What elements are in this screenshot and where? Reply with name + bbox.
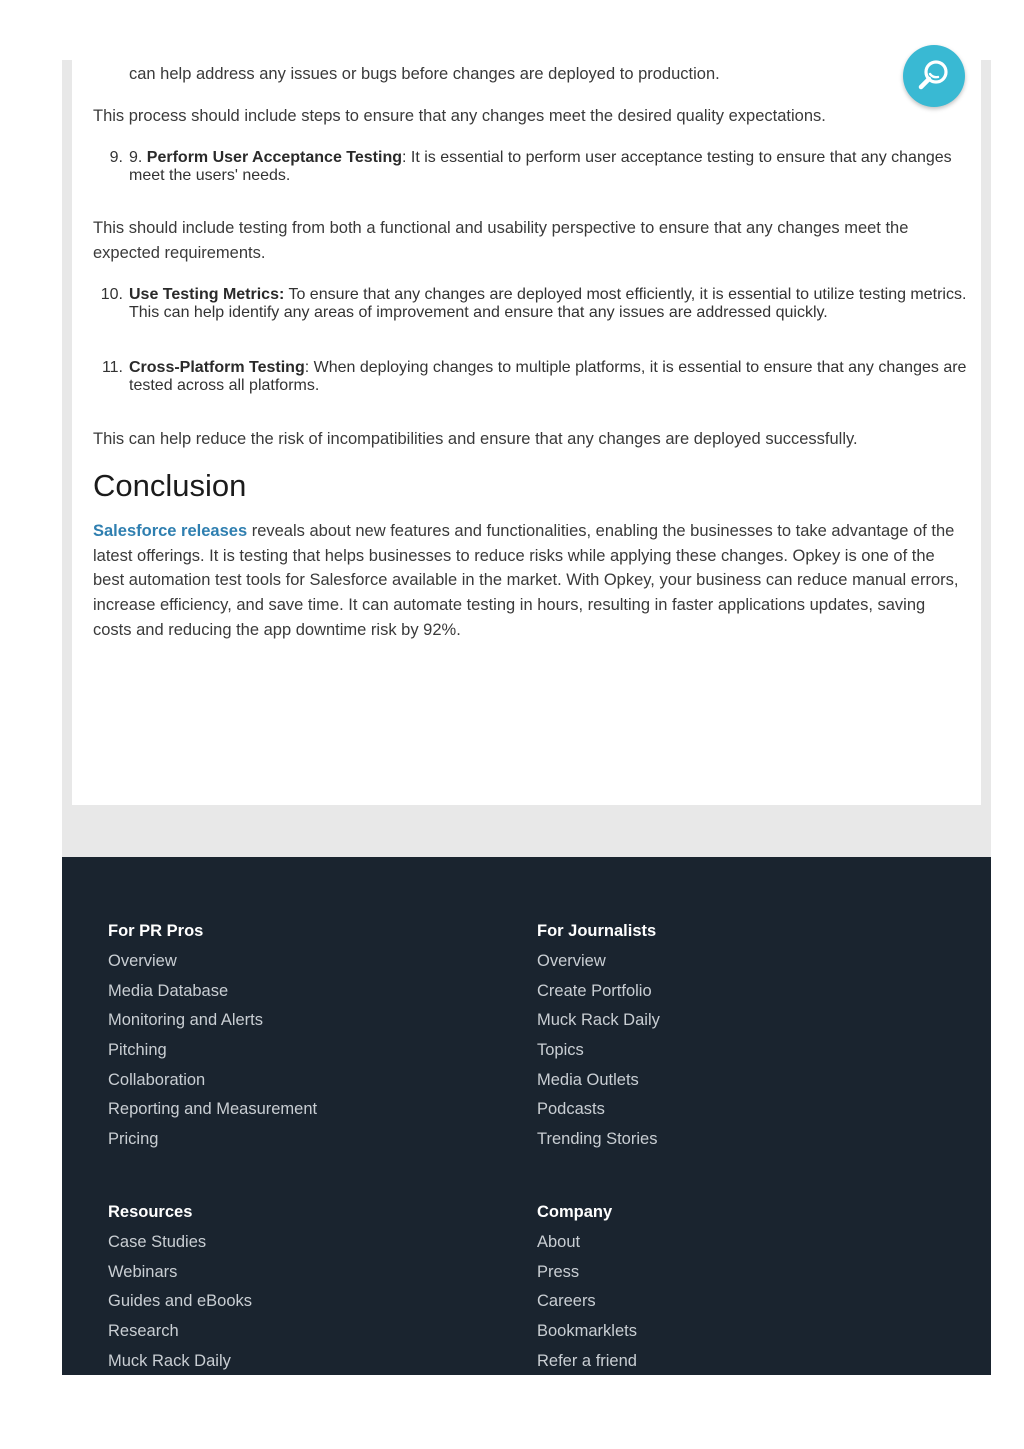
list-item-text: To ensure that any changes are deployed most efficiently, it is essential to utilize testing metrics. This can help identify any areas of improvement and ensure that any issues are addressed quickly. [129,286,967,321]
footer-link[interactable]: Reporting and Measurement [108,1100,318,1119]
list-number: 9. [109,149,123,166]
footer-link[interactable]: Pitching [108,1041,167,1060]
list-item-11 [101,359,969,395]
footer-link[interactable]: Press [537,1262,580,1281]
search-icon [916,58,952,94]
list-prefix: 9. [129,149,147,166]
footer-link[interactable]: Bookmarklets [537,1322,637,1341]
list-item-9 [109,149,969,185]
footer-link[interactable]: Overview [108,952,177,970]
conclusion-heading: Conclusion [93,468,247,503]
list-number: 10. [100,286,123,303]
footer-link[interactable]: Refer a friend [537,1351,637,1370]
footer-link[interactable]: Pricing [108,1130,159,1149]
footer-link[interactable]: About [537,1233,581,1251]
footer-link[interactable]: Overview [537,952,606,970]
footer-link[interactable]: Monitoring and Alerts [108,1011,264,1030]
salesforce-releases-link[interactable]: Salesforce releases [93,522,248,540]
list-number: 11. [101,359,123,376]
footer-link[interactable]: Muck Rack Daily [537,1011,660,1030]
footer-heading: Resources [108,1203,193,1221]
footer-link[interactable]: Podcasts [537,1100,605,1119]
list-item-text: : It is essential to perform user acceptance testing to ensure that any changes meet the users' needs. [129,149,952,184]
list-item-title: Perform User Acceptance Testing [146,149,402,166]
paragraph-testing: This should include testing from both a functional and usability perspective to ensure that any changes meet the expected requirements. [93,219,909,262]
list-item-8-continuation: can help address any issues or bugs before changes are deployed to production. [129,65,720,83]
footer-link[interactable]: Media Database [108,981,229,1000]
search-button[interactable] [903,45,965,107]
footer-heading: For PR Pros [108,922,204,940]
site-footer [62,857,991,1375]
footer-heading: Company [537,1203,613,1221]
footer-link[interactable]: Create Portfolio [537,981,652,1000]
footer-link[interactable]: Webinars [108,1262,178,1281]
footer-link[interactable]: Guides and eBooks [108,1292,253,1311]
footer-heading: For Journalists [537,922,657,940]
footer-link[interactable]: Trending Stories [537,1130,658,1149]
list-item-text: : When deploying changes to multiple platforms, it is essential to ensure that any changes are tested across all platforms. [129,359,967,394]
article-body [72,60,981,805]
footer-link[interactable]: Media Outlets [537,1070,639,1089]
list-item-title: Cross-Platform Testing [129,359,305,376]
footer-link[interactable]: Topics [537,1041,584,1060]
conclusion-paragraph [93,519,961,643]
footer-link[interactable]: Collaboration [108,1070,206,1089]
footer-link[interactable]: Case Studies [108,1233,207,1251]
conclusion-text: reveals about new features and functionalities, enabling the businesses to take advantage of the latest offerings. It is testing that helps businesses to reduce risks while applying these changes. Opkey is one of the best automation test tools for Salesforce available in the market. With Opkey, your business can reduce manual errors, increase efficiency, and save time. It can automate testing in hours, resulting in faster applications updates, saving costs and reducing the app downtime risk by 92%. [93,522,959,639]
footer-link[interactable]: Muck Rack Daily [108,1351,231,1370]
footer-column-pr-pros [108,921,317,1159]
paragraph-risk: This can help reduce the risk of incompatibilities and ensure that any changes are deployed successfully. [93,430,858,448]
paragraph-quality: This process should include steps to ensure that any changes meet the desired quality expectations. [93,107,826,125]
list-item-10 [100,286,969,322]
footer-column-resources [108,1202,252,1380]
footer-link[interactable]: Careers [537,1292,596,1311]
footer-column-company [537,1202,637,1380]
footer-column-journalists [537,921,660,1159]
list-item-title: Use Testing Metrics: [129,286,285,303]
footer-link[interactable]: Research [108,1322,179,1341]
